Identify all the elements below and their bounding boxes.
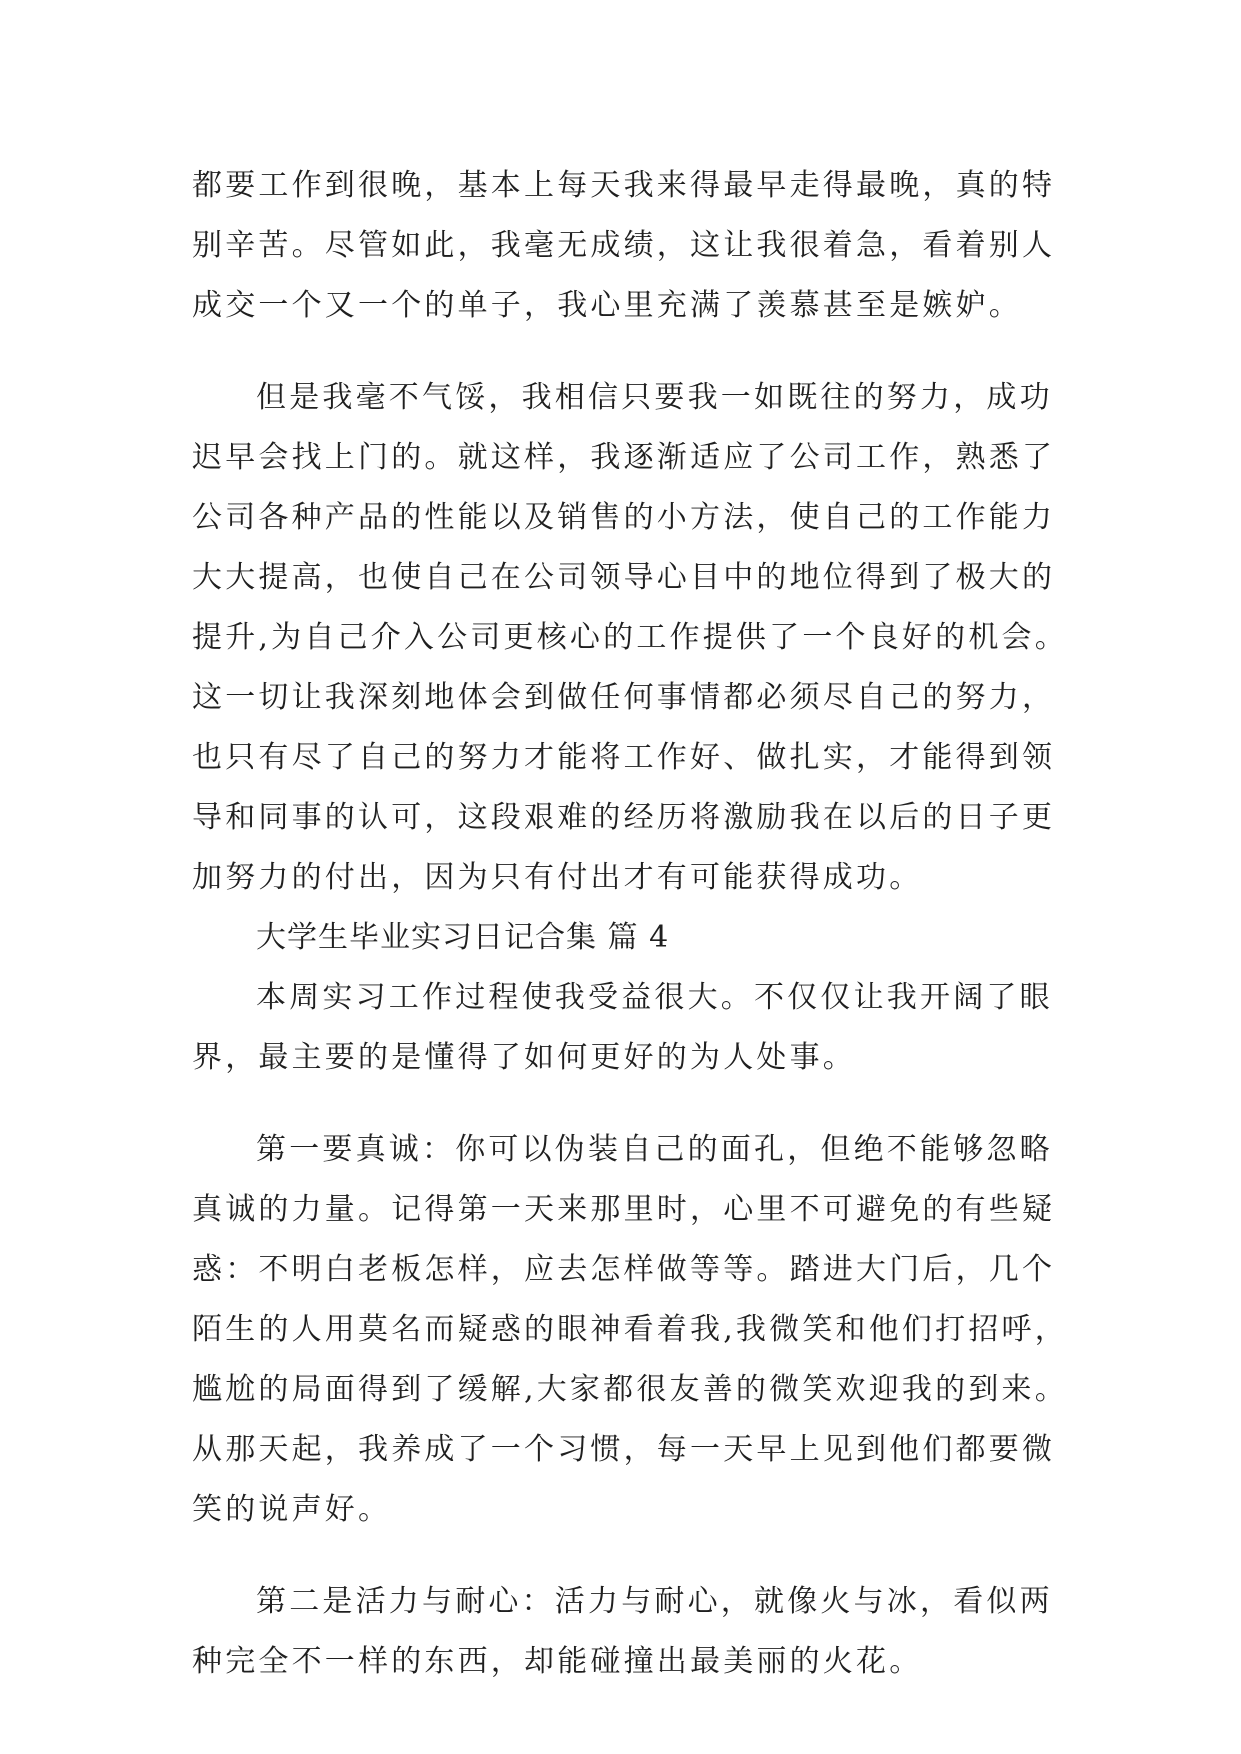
text-line: 本周实习工作过程使我受益很大。不仅仅让我开阔了眼 [256,980,1053,1015]
text-line: 界，最主要的是懂得了如何更好的为人处事。 [192,1040,856,1075]
text-line: 加努力的付出，因为只有付出才有可能获得成功。 [192,860,923,895]
text-line: 大大提高，也使自己在公司领导心目中的地位得到了极大的 [192,560,1056,595]
text-line: 笑的说声好。 [192,1492,392,1527]
text-line: 提升,为自己介入公司更核心的工作提供了一个良好的机会。 [192,620,1068,655]
text-line: 但是我毫不气馁，我相信只要我一如既往的努力，成功 [256,380,1053,415]
text-line: 第二是活力与耐心：活力与耐心，就像火与冰，看似两 [256,1584,1053,1619]
document-body [192,156,1072,1692]
section-title: 大学生毕业实习日记合集 篇 4 [256,920,670,955]
paragraph [192,1120,1072,1540]
text-line: 公司各种产品的性能以及销售的小方法，使自己的工作能力 [192,500,1056,535]
paragraph-gap [192,336,1072,368]
text-line: 也只有尽了自己的努力才能将工作好、做扎实，才能得到领 [192,740,1056,775]
text-line: 成交一个又一个的单子，我心里充满了羡慕甚至是嫉妒。 [192,288,1022,323]
paragraph [192,1572,1072,1692]
text-line: 迟早会找上门的。就这样，我逐渐适应了公司工作，熟悉了 [192,440,1056,475]
paragraph [192,156,1072,336]
text-line: 这一切让我深刻地体会到做任何事情都必须尽自己的努力， [192,680,1056,715]
text-line: 真诚的力量。记得第一天来那里时，心里不可避免的有些疑 [192,1192,1056,1227]
text-line: 惑：不明白老板怎样，应去怎样做等等。踏进大门后，几个 [192,1252,1056,1287]
paragraph [192,368,1072,908]
text-line: 尴尬的局面得到了缓解,大家都很友善的微笑欢迎我的到来。 [192,1372,1068,1407]
text-line: 陌生的人用莫名而疑惑的眼神看着我,我微笑和他们打招呼， [192,1312,1068,1347]
paragraph [192,968,1072,1088]
text-line: 第一要真诚：你可以伪装自己的面孔，但绝不能够忽略 [256,1132,1053,1167]
paragraph-gap [192,1540,1072,1572]
text-line: 导和同事的认可，这段艰难的经历将激励我在以后的日子更 [192,800,1056,835]
text-line: 种完全不一样的东西，却能碰撞出最美丽的火花。 [192,1644,923,1679]
text-line: 都要工作到很晚，基本上每天我来得最早走得最晚，真的特 [192,168,1056,203]
paragraph-gap [192,1088,1072,1120]
text-line: 别辛苦。尽管如此，我毫无成绩，这让我很着急，看着别人 [192,228,1056,263]
text-line: 从那天起，我养成了一个习惯，每一天早上见到他们都要微 [192,1432,1056,1467]
